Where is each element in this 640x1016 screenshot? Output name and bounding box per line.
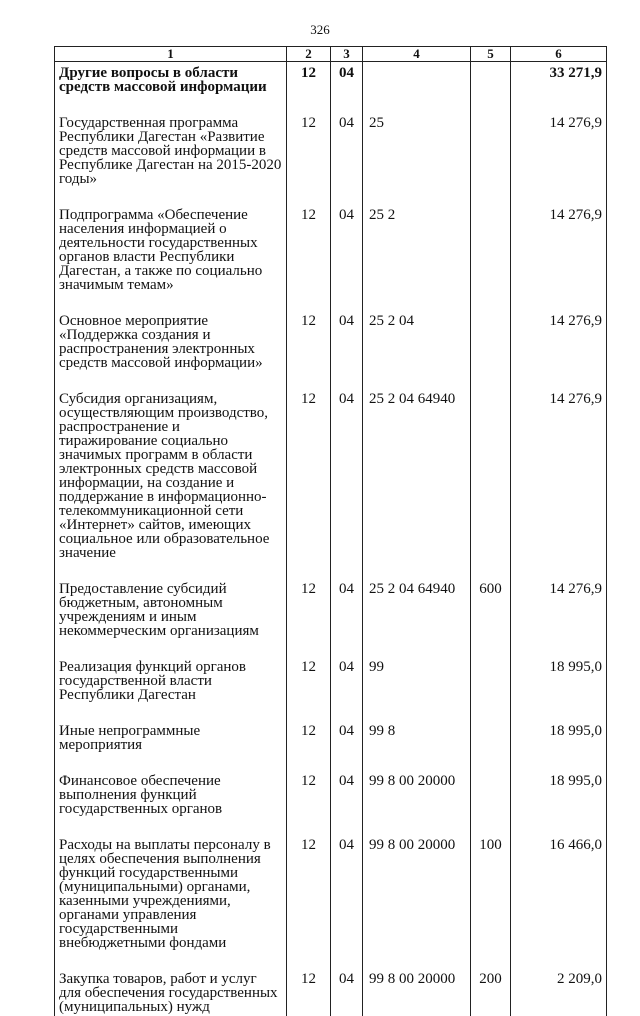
row-subsection-cell: 04 xyxy=(331,388,363,578)
row-name-cell: Подпрограмма «Обеспечение населения информацией о деятельности государственных органов власти Республики Дагестан, а также по социально значимым темам» xyxy=(55,204,287,310)
row-name-cell: Закупка товаров, работ и услуг для обеспечения государственных (муниципальных) нужд xyxy=(55,968,287,1016)
row-subsection-cell: 04 xyxy=(331,770,363,834)
row-expense-type-cell xyxy=(471,388,511,578)
row-amount-cell: 18 995,0 xyxy=(511,656,607,720)
table-row xyxy=(55,204,607,310)
row-section-cell: 12 xyxy=(287,578,331,656)
row-expense-type-cell: 200 xyxy=(471,968,511,1016)
row-expense-type-cell xyxy=(471,656,511,720)
column-header-subsection: 3 xyxy=(331,47,363,62)
row-expense-type-cell xyxy=(471,62,511,113)
table-header-row xyxy=(55,47,607,62)
row-section-cell: 12 xyxy=(287,388,331,578)
row-expense-type-cell xyxy=(471,204,511,310)
row-name-cell: Реализация функций органов государственной власти Республики Дагестан xyxy=(55,656,287,720)
row-amount-cell: 18 995,0 xyxy=(511,770,607,834)
row-expense-type-cell xyxy=(471,310,511,388)
row-target-article-cell: 25 2 04 xyxy=(363,310,471,388)
row-section-cell: 12 xyxy=(287,204,331,310)
row-section-cell: 12 xyxy=(287,656,331,720)
row-expense-type-cell: 600 xyxy=(471,578,511,656)
row-section-cell: 12 xyxy=(287,112,331,204)
row-name-cell: Государственная программа Республики Дагестан «Развитие средств массовой информации в Республике Дагестан на 2015-2020 годы» xyxy=(55,112,287,204)
row-name-cell: Иные непрограммные мероприятия xyxy=(55,720,287,770)
row-amount-cell: 14 276,9 xyxy=(511,388,607,578)
row-target-article-cell: 25 2 xyxy=(363,204,471,310)
row-section-cell: 12 xyxy=(287,770,331,834)
row-target-article-cell: 25 xyxy=(363,112,471,204)
row-section-cell: 12 xyxy=(287,968,331,1016)
table-row xyxy=(55,834,607,968)
row-name-cell: Субсидия организациям, осуществляющим производство, распространение и тиражирование социально значимых программ в области электронных средств массовой информации, на создание и поддержание в информационно-телекоммуникационной сети «Интернет» сайтов, имеющих социальное или образовательное значение xyxy=(55,388,287,578)
row-name-cell: Основное мероприятие «Поддержка создания и распространения электронных средств массовой информации» xyxy=(55,310,287,388)
row-section-cell: 12 xyxy=(287,62,331,113)
row-name-cell: Расходы на выплаты персоналу в целях обеспечения выполнения функций государственными (муниципальными) органами, казенными учреждениями, органами управления государственными внебюджетными фондами xyxy=(55,834,287,968)
row-amount-cell: 33 271,9 xyxy=(511,62,607,113)
row-name-cell: Финансовое обеспечение выполнения функций государственных органов xyxy=(55,770,287,834)
column-header-expense-type: 5 xyxy=(471,47,511,62)
row-subsection-cell: 04 xyxy=(331,578,363,656)
row-target-article-cell: 99 8 xyxy=(363,720,471,770)
table-row xyxy=(55,578,607,656)
row-amount-cell: 2 209,0 xyxy=(511,968,607,1016)
row-name-cell: Другие вопросы в области средств массовой информации xyxy=(55,62,287,113)
row-target-article-cell: 99 8 00 20000 xyxy=(363,834,471,968)
row-subsection-cell: 04 xyxy=(331,720,363,770)
column-header-name: 1 xyxy=(55,47,287,62)
row-subsection-cell: 04 xyxy=(331,62,363,113)
row-target-article-cell: 99 xyxy=(363,656,471,720)
row-amount-cell: 14 276,9 xyxy=(511,112,607,204)
page-number: 326 xyxy=(0,22,640,38)
column-header-target-article: 4 xyxy=(363,47,471,62)
row-amount-cell: 14 276,9 xyxy=(511,204,607,310)
row-amount-cell: 14 276,9 xyxy=(511,310,607,388)
row-subsection-cell: 04 xyxy=(331,112,363,204)
row-expense-type-cell xyxy=(471,112,511,204)
table-body xyxy=(55,62,607,1016)
row-target-article-cell: 25 2 04 64940 xyxy=(363,578,471,656)
row-subsection-cell: 04 xyxy=(331,310,363,388)
row-expense-type-cell xyxy=(471,770,511,834)
row-target-article-cell: 25 2 04 64940 xyxy=(363,388,471,578)
table-row xyxy=(55,310,607,388)
table-row xyxy=(55,388,607,578)
table-row xyxy=(55,770,607,834)
row-section-cell: 12 xyxy=(287,834,331,968)
row-amount-cell: 18 995,0 xyxy=(511,720,607,770)
row-subsection-cell: 04 xyxy=(331,834,363,968)
row-expense-type-cell: 100 xyxy=(471,834,511,968)
table-row xyxy=(55,62,607,113)
budget-table xyxy=(54,46,607,1016)
row-target-article-cell: 99 8 00 20000 xyxy=(363,968,471,1016)
row-expense-type-cell xyxy=(471,720,511,770)
row-amount-cell: 14 276,9 xyxy=(511,578,607,656)
table-row xyxy=(55,720,607,770)
row-target-article-cell xyxy=(363,62,471,113)
row-section-cell: 12 xyxy=(287,720,331,770)
row-name-cell: Предоставление субсидий бюджетным, автономным учреждениям и иным некоммерческим организациям xyxy=(55,578,287,656)
row-subsection-cell: 04 xyxy=(331,656,363,720)
row-amount-cell: 16 466,0 xyxy=(511,834,607,968)
table-row xyxy=(55,968,607,1016)
table-row xyxy=(55,112,607,204)
row-subsection-cell: 04 xyxy=(331,968,363,1016)
table-row xyxy=(55,656,607,720)
column-header-section: 2 xyxy=(287,47,331,62)
row-target-article-cell: 99 8 00 20000 xyxy=(363,770,471,834)
row-subsection-cell: 04 xyxy=(331,204,363,310)
row-section-cell: 12 xyxy=(287,310,331,388)
column-header-amount: 6 xyxy=(511,47,607,62)
